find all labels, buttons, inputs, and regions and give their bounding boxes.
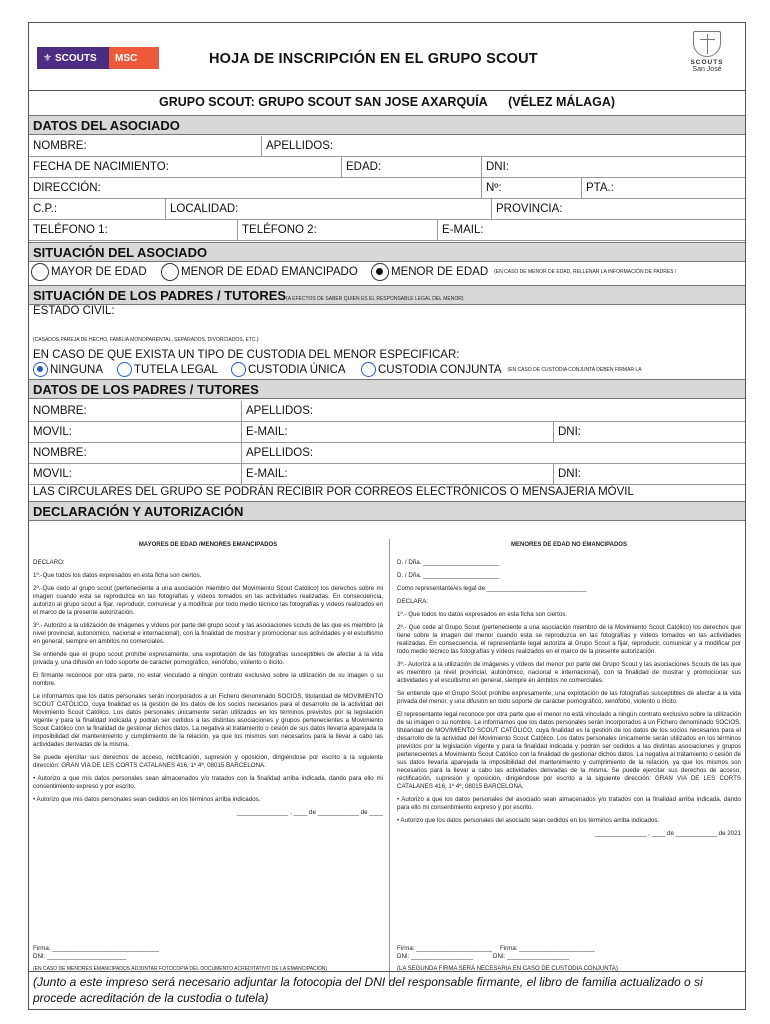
padre2-email-field[interactable]: E-MAIL: <box>241 464 553 484</box>
fleur-de-lis-icon: ⚜ <box>43 52 52 64</box>
radio-icon[interactable] <box>117 362 132 377</box>
right-consent-share-checkbox[interactable]: • Autorizo que los datos personales del asociado sean cedidos en los términos arriba indicados. <box>397 817 660 824</box>
option-ninguna[interactable]: NINGUNA <box>33 362 103 377</box>
provincia-field[interactable]: PROVINCIA: <box>491 199 745 219</box>
estado-civil-field[interactable]: ESTADO CIVIL: <box>33 305 115 317</box>
localidad-field[interactable]: LOCALIDAD: <box>165 199 491 219</box>
shield-icon <box>693 31 721 57</box>
custodia-question: EN CASO DE QUE EXISTA UN TIPO DE CUSTODIA DEL MENOR ESPECIFICAR: <box>33 349 460 361</box>
left-dni-field[interactable]: DNI: _______________________ <box>33 953 127 960</box>
option-menor-emancipado[interactable]: MENOR DE EDAD EMANCIPADO <box>161 263 358 281</box>
padre2-dni-field[interactable]: DNI: <box>553 464 745 484</box>
email-field[interactable]: E-MAIL: <box>437 220 745 240</box>
row-padre1-movil <box>29 422 745 443</box>
row-cp <box>29 199 745 220</box>
row-padre2-nombre <box>29 443 745 464</box>
form-title: HOJA DE INSCRIPCIÓN EN EL GRUPO SCOUT <box>209 51 538 67</box>
padre1-email-field[interactable]: E-MAIL: <box>241 422 553 442</box>
right-representante-field[interactable]: Como representante/es legal de _____________________________ <box>397 585 587 592</box>
circulares-note: LAS CIRCULARES DEL GRUPO SE PODRÁN RECIBIR POR CORREOS ELECTRÓNICOS O MENSAJERIA MÓVIL <box>33 486 634 498</box>
apellidos-field[interactable]: APELLIDOS: <box>261 136 745 156</box>
estado-civil-note: (CASADOS,PAREJA DE HECHO, FAMILIA MONOPARENTAL, SEPARADOS, DIVORCIADOS, ETC.) <box>33 337 259 343</box>
padre1-movil-field[interactable]: MOVIL: <box>33 426 72 438</box>
group-subtitle: GRUPO SCOUT: GRUPO SCOUT SAN JOSE AXARQUÍA (VÉLEZ MÁLAGA) <box>158 95 616 109</box>
padre1-dni-field[interactable]: DNI: <box>553 422 745 442</box>
fecha-nacimiento-field[interactable]: FECHA DE NACIMIENTO: <box>33 161 169 173</box>
row-direccion <box>29 178 745 199</box>
radio-selected-icon[interactable] <box>371 263 389 281</box>
telefono1-field[interactable]: TELÉFONO 1: <box>33 224 108 236</box>
dni-field[interactable]: DNI: <box>481 157 745 177</box>
radio-icon[interactable] <box>361 362 376 377</box>
right-name-field-1[interactable]: D. / Dña. ______________________ <box>397 559 499 566</box>
padre1-apellidos-field[interactable]: APELLIDOS: <box>241 401 745 421</box>
radio-icon[interactable] <box>31 263 49 281</box>
cp-field[interactable]: C.P.: <box>33 203 58 215</box>
direccion-field[interactable]: DIRECCIÓN: <box>33 182 101 194</box>
right-dni1-field[interactable]: DNI: __________________ <box>397 953 474 960</box>
section-declaracion: DECLARACIÓN Y AUTORIZACIÓN <box>29 501 745 521</box>
option-tutela-legal[interactable]: TUTELA LEGAL <box>117 362 218 377</box>
left-firma-field[interactable]: Firma: _______________________________ <box>33 945 159 952</box>
padre1-nombre-field[interactable]: NOMBRE: <box>33 405 87 417</box>
padre2-movil-field[interactable]: MOVIL: <box>33 468 72 480</box>
row-telefono <box>29 220 745 241</box>
radio-selected-icon[interactable] <box>33 362 48 377</box>
right-name-field-2[interactable]: D. / Dña. ______________________ <box>397 572 499 579</box>
consent-share-checkbox[interactable]: • Autorizo que mis datos personales sean cedidos en los términos arriba indicados. <box>33 796 261 803</box>
right-consent-store-checkbox[interactable]: • Autorizo a que los datos personales del asociado sean almacenados y/o tratados con la finalidad arriba indicada, dando para ello mi consentimiento expreso y por escrito. <box>397 796 741 811</box>
padre2-apellidos-field[interactable]: APELLIDOS: <box>241 443 745 463</box>
form-page <box>28 22 746 1010</box>
option-custodia-conjunta[interactable]: CUSTODIA CONJUNTA (EN CASO DE CUSTODIA CONJUNTA DEBEN FIRMAR LA <box>361 362 642 377</box>
radio-icon[interactable] <box>231 362 246 377</box>
section-situacion-asociado: SITUACIÓN DEL ASOCIADO <box>29 242 745 262</box>
piso-field[interactable]: PTA.: <box>581 178 745 198</box>
column-divider <box>389 539 390 985</box>
footer-note: (Junto a este impreso será necesario adjuntar la fotocopia del DNI del responsable firmante, el libro de familia actualizado o si procede acreditación de la custodia o tutela) <box>29 971 745 1011</box>
row-padre2-movil <box>29 464 745 485</box>
option-menor-edad[interactable]: MENOR DE EDAD (EN CASO DE MENOR DE EDAD, RELLENAR LA INFORMACIÓN DE PADRES / <box>371 263 676 281</box>
section-datos-padres: DATOS DE LOS PADRES / TUTORES <box>29 379 745 399</box>
radio-icon[interactable] <box>161 263 179 281</box>
right-note: (LA SEGUNDA FIRMA SERÁ NECESARIA EN CASO DE CUSTODIA CONJUNTA) <box>397 966 618 972</box>
left-note: (EN CASO DE MENORES EMANCIPADOS ADJUNTAR FOTOCOPIA DEL DOCUMENTO ACREDITATIVO DE LA EMANCIPACIÓN) <box>33 966 328 972</box>
declaracion-left-column: MAYORES DE EDAD /MENORES EMANCIPADOS DECLARO: 1º.-Que todos los datos expresados en esta ficha son ciertos. 2º.-Que cedo al grupo scout (perteneciente a una asociación miembro del Movimiento Scout Católico) los derechos sobre mi imagen cuando esta se reproduzca en las fotografías y vídeos tomados en las actividades realizadas. En consecuencia, autorizo al grupo scout a fijar, reproducir, comunicar y a modificar por todo medio técnico las fotografías y vídeos realizados en el marco de la presente autorización. 3º.- Autorizo a la utilización de imágenes y vídeos por parte del grupo scout y las asociaciones scouts de las que es miembro (a nivel provincial, autonómico, nacional e internacional), con la finalidad de mostrar y promocionar sus actividades y el escultismo en general, siempre en ámbitos no comerciales. Se entiende que el grupo scout prohíbe expresamente, una explotación de las fotografías susceptibles de afectar a la vida privada y, una difusión en todo soporte de carácter pornográfico, xenófobo, violento o ilícito. El firmante reconoce por otra parte, no estar vinculado a ningún contrato exclusivo sobre la utilización de su imagen o su nombre. Le informamos que los datos personales serán incorporados a un Fichero denominado SOCIOS, titularidad de MOVIMIENTO SCOUT CATÓLICO, cuya finalidad es la gestión de los datos de los socios necesarios para el desarrollo de la actividad del Movimiento Scout Católico. Los datos personales únicamente serán utilizados en los términos previstos por la legislación vigente y para la finalidad indicada y podrán ser cedidos a las distintas asociaciones y grupos pertenecientes a Movimiento Scout Católico con la finalidad de gestionar dichos datos. La negativa al tratamiento o cesión de sus datos llevaría aparejada la imposibilidad del mantenimiento y cumplimiento de la relación, ya que los mismos son necesarios para la llevar a cabo las actividades derivadas de la misma. Se puede ejercitar sus derechos de acceso, rectificación, supresión y oposición, dirigiéndose por escrito a la siguiente dirección: GRAN VIA DE LES CORTS CATALANES 416, 1º 4ª, 08015 BARCELONA. • Autorizo a que mis datos personales sean almacenados y/o tratados con la finalidad arriba indicada, dando para ello mi consentimiento expreso y por escrito. • Autorizo que mis datos personales sean cedidos en los términos arriba indicados. _______________ , ____ de ____________ de ____ Firma: _______________________________ DNI: _______________________ (EN CASO DE MENORES EMANCIPADOS ADJUNTAR FOTOCOPIA DEL DOCUMENTO ACREDITATIVO DE LA EMANCIPACIÓN) <box>33 542 383 972</box>
numero-field[interactable]: Nº: <box>481 178 581 198</box>
option-mayor-edad[interactable]: MAYOR DE EDAD <box>31 263 147 281</box>
row-fecha <box>29 157 745 178</box>
right-dni2-field[interactable]: DNI: __________________ <box>493 953 570 960</box>
telefono2-field[interactable]: TELÉFONO 2: <box>237 220 437 240</box>
group-crest-logo: SCOUTS San José <box>677 29 737 85</box>
section-situacion-padres: SITUACIÓN DE LOS PADRES / TUTORES(A EFECTOS DE SABER QUIEN ES EL RESPONSABLE LEGAL DEL MENOR) <box>29 285 745 305</box>
row-padre1-nombre <box>29 401 745 422</box>
scouts-msc-logo: ⚜ SCOUTS MSC <box>37 47 159 69</box>
row-nombre <box>29 136 745 157</box>
right-date-field[interactable]: _______________ , ____ de ____________ de 2021 <box>594 830 741 837</box>
left-date-field[interactable]: _______________ , ____ de ____________ de ____ <box>236 809 383 816</box>
section-datos-asociado: DATOS DEL ASOCIADO <box>29 115 745 135</box>
nombre-field[interactable]: NOMBRE: <box>33 140 87 152</box>
option-custodia-unica[interactable]: CUSTODIA ÚNICA <box>231 362 346 377</box>
header <box>29 23 745 91</box>
edad-field[interactable]: EDAD: <box>341 157 481 177</box>
consent-store-checkbox[interactable]: • Autorizo a que mis datos personales sean almacenados y/o tratados con la finalidad arriba indicada, dando para ello mi consentimiento expreso y por escrito. <box>33 775 383 790</box>
padre2-nombre-field[interactable]: NOMBRE: <box>33 447 87 459</box>
right-firma1-field[interactable]: Firma: ______________________ <box>397 945 492 952</box>
right-firma2-field[interactable]: Firma: ______________________ <box>499 945 595 952</box>
declaracion-right-column: MENORES DE EDAD NO EMANCIPADOS D. / Dña. ______________________ D. / Dña. ______________________ Como representante/es legal de _____________________________ DECLARA: 1º.- Que todos los datos expresados en esta ficha son ciertos. 2º.- Que cede al Grupo Scout (perteneciente a una asociación miembro de la Movimiento Scout Católico) los derechos que tiene sobre la imagen del menor cuando esta se reproduzca en las fotografías y vídeos tomados en las actividades realizadas. En consecuencia, el representante legal autoriza al Grupo Scout a fijar, reproducir, comunicar y a modificar por todo medio técnico las fotografías y vídeos realizados en el marco de la presente autorización. 3º.- Autoriza a la utilización de imágenes y vídeos del menor por parte del Grupo Scout y las asociaciones Scouts de las que es miembro (a nivel provincial, autonómico, nacional e internacional), con la finalidad de mostrar y promocionar sus actividades y el escultismo en general, siempre en ámbitos no comerciales. Se entiende que el Grupo Scout prohíbe expresamente, una explotación de las fotografías susceptibles de afectar a la vida privada del menor, y una difusión en todo soporte de carácter pornográfico, xenófobo, violento o ilícito. El representante legal reconoce por otra parte que el menor no está vinculado a ningún contrato exclusivo sobre la utilización de su imagen o su nombre. Le informamos que los datos personales serán incorporados a un Fichero denominado SOCIOS, titularidad de MOVIMIENTO SCOUT CATÓLICO, cuya finalidad es la gestión de los datos de los socios necesarios para el desarrollo de la actividad del Movimiento Scout Católico. Los datos personales únicamente serán utilizados en los términos previstos por la legislación vigente y para la finalidad indicada y podrán ser cedidos a las distintas asociaciones y grupos pertenecientes a Movimiento Scout Católico con la finalidad de gestionar dichos datos. La negativa al tratamiento o cesión de sus datos llevaría aparejada la imposibilidad del mantenimiento y cumplimiento de la relación, ya que los mismos son necesarios para la llevar a cabo las actividades derivadas de la misma. Se puede ejercitar sus derechos de acceso, rectificación, supresión y oposición, dirigiéndose por escrito a la siguiente dirección: GRAN VIA DE LES CORTS CATALANES 416, 1º 4ª, 08015 BARCELONA. • Autorizo a que los datos personales del asociado sean almacenados y/o tratados con la finalidad arriba indicada, dando para ello mi consentimiento expreso y por escrito. • Autorizo que los datos personales del asociado sean cedidos en los términos arriba indicados. _______________ , ____ de ____________ de 2021 Firma: ______________________ Firma: ______________________ DNI: __________________ DNI: __________________ (LA SEGUNDA FIRMA SERÁ NECESARIA EN CASO DE CUSTODIA CONJUNTA) <box>397 542 741 972</box>
